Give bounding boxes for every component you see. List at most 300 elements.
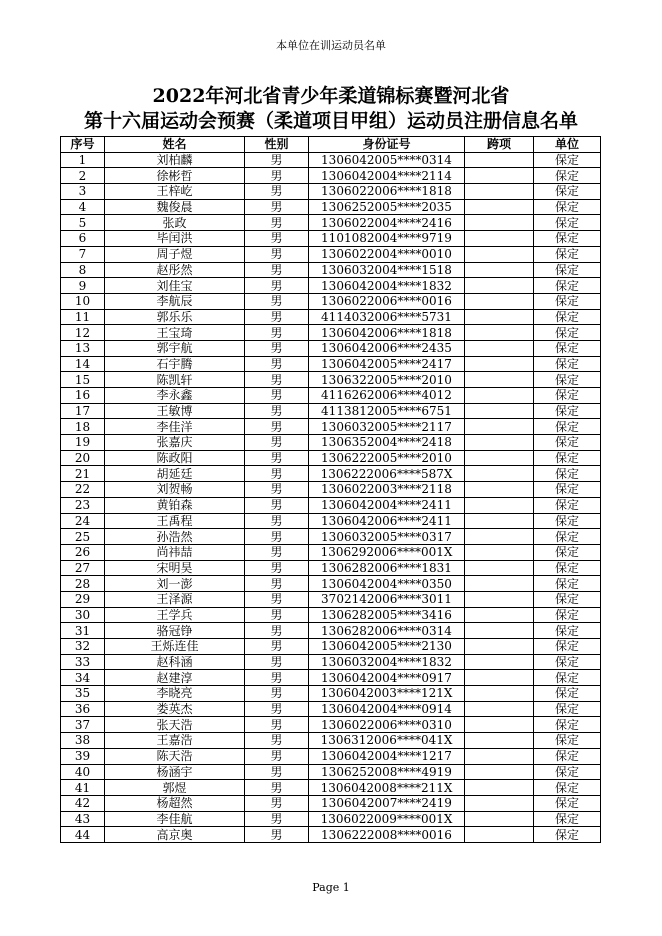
- name-cell: 张政: [105, 215, 245, 231]
- id-number-cell: 1306322005****2010: [309, 372, 465, 388]
- unit-cell: 保定: [534, 482, 601, 498]
- unit-cell: 保定: [534, 686, 601, 702]
- unit-cell: 保定: [534, 560, 601, 576]
- index-cell: 28: [61, 576, 105, 592]
- name-cell: 刘佳宝: [105, 278, 245, 294]
- id-number-cell: 1306042004****0350: [309, 576, 465, 592]
- id-number-cell: 1306022006****0310: [309, 717, 465, 733]
- cross-event-cell: [465, 513, 534, 529]
- index-cell: 41: [61, 780, 105, 796]
- id-number-cell: 1306022003****2118: [309, 482, 465, 498]
- id-number-cell: 1306032004****1832: [309, 654, 465, 670]
- table-row: [61, 231, 601, 247]
- id-number-cell: 1306042004****2411: [309, 497, 465, 513]
- table-row: [61, 529, 601, 545]
- name-cell: 李晓亮: [105, 686, 245, 702]
- table-row: [61, 827, 601, 843]
- index-cell: 11: [61, 309, 105, 325]
- index-cell: 36: [61, 701, 105, 717]
- cross-event-cell: [465, 184, 534, 200]
- unit-cell: 保定: [534, 717, 601, 733]
- gender-cell: 男: [245, 403, 309, 419]
- cross-event-cell: [465, 356, 534, 372]
- cross-event-cell: [465, 293, 534, 309]
- cross-event-cell: [465, 591, 534, 607]
- table-row: [61, 811, 601, 827]
- gender-cell: 男: [245, 450, 309, 466]
- index-cell: 4: [61, 199, 105, 215]
- unit-cell: 保定: [534, 309, 601, 325]
- table-row: [61, 168, 601, 184]
- unit-cell: 保定: [534, 827, 601, 843]
- name-cell: 毕闰洪: [105, 231, 245, 247]
- cross-event-cell: [465, 701, 534, 717]
- gender-cell: 男: [245, 701, 309, 717]
- table-row: [61, 560, 601, 576]
- cross-event-cell: [465, 811, 534, 827]
- id-number-cell: 1306252005****2035: [309, 199, 465, 215]
- id-number-cell: 1306022004****0010: [309, 246, 465, 262]
- cross-event-cell: [465, 544, 534, 560]
- name-cell: 刘一澎: [105, 576, 245, 592]
- index-cell: 32: [61, 639, 105, 655]
- id-number-cell: 1306022006****0016: [309, 293, 465, 309]
- gender-cell: 男: [245, 199, 309, 215]
- index-cell: 23: [61, 497, 105, 513]
- table-row: [61, 262, 601, 278]
- gender-cell: 男: [245, 340, 309, 356]
- id-number-cell: 3702142006****3011: [309, 591, 465, 607]
- document-title-line-1: 2022年河北省青少年柔道锦标赛暨河北省: [152, 85, 510, 107]
- unit-cell: 保定: [534, 497, 601, 513]
- index-cell: 17: [61, 403, 105, 419]
- name-cell: 张嘉庆: [105, 435, 245, 451]
- index-cell: 43: [61, 811, 105, 827]
- index-cell: 16: [61, 388, 105, 404]
- name-cell: 陈天浩: [105, 748, 245, 764]
- column-header-index: 序号: [61, 137, 105, 153]
- gender-cell: 男: [245, 686, 309, 702]
- gender-cell: 男: [245, 717, 309, 733]
- cross-event-cell: [465, 450, 534, 466]
- table-row: [61, 623, 601, 639]
- gender-cell: 男: [245, 623, 309, 639]
- cross-event-cell: [465, 686, 534, 702]
- unit-cell: 保定: [534, 529, 601, 545]
- name-cell: 王敏博: [105, 403, 245, 419]
- table-row: [61, 795, 601, 811]
- gender-cell: 男: [245, 388, 309, 404]
- table-row: [61, 325, 601, 341]
- gender-cell: 男: [245, 278, 309, 294]
- name-cell: 孙浩然: [105, 529, 245, 545]
- table-row: [61, 576, 601, 592]
- index-cell: 42: [61, 795, 105, 811]
- id-number-cell: 1306042004****2114: [309, 168, 465, 184]
- unit-cell: 保定: [534, 811, 601, 827]
- cross-event-cell: [465, 309, 534, 325]
- table-row: [61, 419, 601, 435]
- id-number-cell: 1306022004****2416: [309, 215, 465, 231]
- gender-cell: 男: [245, 827, 309, 843]
- index-cell: 27: [61, 560, 105, 576]
- cross-event-cell: [465, 639, 534, 655]
- index-cell: 40: [61, 764, 105, 780]
- cross-event-cell: [465, 388, 534, 404]
- name-cell: 刘贺畅: [105, 482, 245, 498]
- name-cell: 王宝琦: [105, 325, 245, 341]
- unit-cell: 保定: [534, 450, 601, 466]
- table-row: [61, 246, 601, 262]
- unit-cell: 保定: [534, 215, 601, 231]
- gender-cell: 男: [245, 482, 309, 498]
- cross-event-cell: [465, 654, 534, 670]
- gender-cell: 男: [245, 246, 309, 262]
- name-cell: 石宇腾: [105, 356, 245, 372]
- name-cell: 娄英杰: [105, 701, 245, 717]
- index-cell: 20: [61, 450, 105, 466]
- table-row: [61, 152, 601, 168]
- id-number-cell: 1306292006****001X: [309, 544, 465, 560]
- id-number-cell: 1306352004****2418: [309, 435, 465, 451]
- gender-cell: 男: [245, 309, 309, 325]
- unit-cell: 保定: [534, 388, 601, 404]
- cross-event-cell: [465, 215, 534, 231]
- page-header: 本单位在训运动员名单: [276, 39, 386, 52]
- name-cell: 王嘉浩: [105, 733, 245, 749]
- name-cell: 郭乐乐: [105, 309, 245, 325]
- cross-event-cell: [465, 670, 534, 686]
- name-cell: 张天浩: [105, 717, 245, 733]
- name-cell: 刘柏麟: [105, 152, 245, 168]
- index-cell: 15: [61, 372, 105, 388]
- id-number-cell: 1101082004****9719: [309, 231, 465, 247]
- id-number-cell: 1306282006****0314: [309, 623, 465, 639]
- page-footer: Page 1: [312, 881, 350, 894]
- gender-cell: 男: [245, 811, 309, 827]
- unit-cell: 保定: [534, 168, 601, 184]
- cross-event-cell: [465, 717, 534, 733]
- name-cell: 陈政阳: [105, 450, 245, 466]
- index-cell: 7: [61, 246, 105, 262]
- table-row: [61, 403, 601, 419]
- table-row: [61, 435, 601, 451]
- table-row: [61, 670, 601, 686]
- name-cell: 李佳洋: [105, 419, 245, 435]
- table-row: [61, 293, 601, 309]
- table-row: [61, 309, 601, 325]
- table-row: [61, 466, 601, 482]
- id-number-cell: 1306042005****0314: [309, 152, 465, 168]
- unit-cell: 保定: [534, 199, 601, 215]
- cross-event-cell: [465, 466, 534, 482]
- index-cell: 5: [61, 215, 105, 231]
- index-cell: 34: [61, 670, 105, 686]
- gender-cell: 男: [245, 733, 309, 749]
- athlete-roster-table: [60, 136, 601, 843]
- gender-cell: 男: [245, 513, 309, 529]
- cross-event-cell: [465, 795, 534, 811]
- table-row: [61, 388, 601, 404]
- id-number-cell: 1306042006****1818: [309, 325, 465, 341]
- id-number-cell: 1306042007****2419: [309, 795, 465, 811]
- unit-cell: 保定: [534, 654, 601, 670]
- cross-event-cell: [465, 199, 534, 215]
- id-number-cell: 1306222006****587X: [309, 466, 465, 482]
- table-row: [61, 639, 601, 655]
- index-cell: 25: [61, 529, 105, 545]
- table-row: [61, 607, 601, 623]
- name-cell: 赵彤然: [105, 262, 245, 278]
- gender-cell: 男: [245, 748, 309, 764]
- gender-cell: 男: [245, 231, 309, 247]
- cross-event-cell: [465, 482, 534, 498]
- index-cell: 22: [61, 482, 105, 498]
- index-cell: 13: [61, 340, 105, 356]
- name-cell: 黄铂森: [105, 497, 245, 513]
- gender-cell: 男: [245, 215, 309, 231]
- id-number-cell: 1306042006****2435: [309, 340, 465, 356]
- unit-cell: 保定: [534, 293, 601, 309]
- name-cell: 王禹程: [105, 513, 245, 529]
- gender-cell: 男: [245, 591, 309, 607]
- cross-event-cell: [465, 246, 534, 262]
- id-number-cell: 1306022009****001X: [309, 811, 465, 827]
- unit-cell: 保定: [534, 576, 601, 592]
- unit-cell: 保定: [534, 701, 601, 717]
- id-number-cell: 4114032006****5731: [309, 309, 465, 325]
- name-cell: 高京奥: [105, 827, 245, 843]
- name-cell: 王烁连佳: [105, 639, 245, 655]
- unit-cell: 保定: [534, 246, 601, 262]
- gender-cell: 男: [245, 576, 309, 592]
- id-number-cell: 1306042005****2130: [309, 639, 465, 655]
- unit-cell: 保定: [534, 152, 601, 168]
- unit-cell: 保定: [534, 403, 601, 419]
- id-number-cell: 1306042004****0914: [309, 701, 465, 717]
- unit-cell: 保定: [534, 795, 601, 811]
- unit-cell: 保定: [534, 372, 601, 388]
- index-cell: 39: [61, 748, 105, 764]
- name-cell: 李佳航: [105, 811, 245, 827]
- gender-cell: 男: [245, 325, 309, 341]
- table-body: [61, 152, 601, 842]
- id-number-cell: 1306032005****0317: [309, 529, 465, 545]
- id-number-cell: 1306042006****2411: [309, 513, 465, 529]
- cross-event-cell: [465, 231, 534, 247]
- unit-cell: 保定: [534, 419, 601, 435]
- unit-cell: 保定: [534, 670, 601, 686]
- cross-event-cell: [465, 529, 534, 545]
- cross-event-cell: [465, 748, 534, 764]
- index-cell: 14: [61, 356, 105, 372]
- table-row: [61, 184, 601, 200]
- gender-cell: 男: [245, 544, 309, 560]
- table-row: [61, 544, 601, 560]
- name-cell: 周子煜: [105, 246, 245, 262]
- table-row: [61, 356, 601, 372]
- index-cell: 2: [61, 168, 105, 184]
- id-number-cell: 1306222008****0016: [309, 827, 465, 843]
- unit-cell: 保定: [534, 231, 601, 247]
- cross-event-cell: [465, 403, 534, 419]
- unit-cell: 保定: [534, 748, 601, 764]
- name-cell: 徐彬哲: [105, 168, 245, 184]
- gender-cell: 男: [245, 372, 309, 388]
- index-cell: 38: [61, 733, 105, 749]
- name-cell: 李航辰: [105, 293, 245, 309]
- column-header-id-number: 身份证号: [309, 137, 465, 153]
- gender-cell: 男: [245, 152, 309, 168]
- table-row: [61, 513, 601, 529]
- unit-cell: 保定: [534, 591, 601, 607]
- gender-cell: 男: [245, 780, 309, 796]
- id-number-cell: 1306042005****2417: [309, 356, 465, 372]
- gender-cell: 男: [245, 654, 309, 670]
- name-cell: 杨超然: [105, 795, 245, 811]
- column-header-cross-event: 跨项: [465, 137, 534, 153]
- cross-event-cell: [465, 419, 534, 435]
- name-cell: 郭煜: [105, 780, 245, 796]
- index-cell: 10: [61, 293, 105, 309]
- cross-event-cell: [465, 435, 534, 451]
- table-row: [61, 733, 601, 749]
- name-cell: 王泽源: [105, 591, 245, 607]
- name-cell: 王学兵: [105, 607, 245, 623]
- id-number-cell: 1306032005****2117: [309, 419, 465, 435]
- id-number-cell: 1306042004****0917: [309, 670, 465, 686]
- cross-event-cell: [465, 560, 534, 576]
- id-number-cell: 4113812005****6751: [309, 403, 465, 419]
- id-number-cell: 1306042004****1217: [309, 748, 465, 764]
- table-row: [61, 591, 601, 607]
- cross-event-cell: [465, 262, 534, 278]
- table-row: [61, 278, 601, 294]
- unit-cell: 保定: [534, 466, 601, 482]
- gender-cell: 男: [245, 435, 309, 451]
- index-cell: 6: [61, 231, 105, 247]
- table-header-row: [61, 137, 601, 153]
- index-cell: 24: [61, 513, 105, 529]
- index-cell: 9: [61, 278, 105, 294]
- name-cell: 骆冠铮: [105, 623, 245, 639]
- gender-cell: 男: [245, 356, 309, 372]
- gender-cell: 男: [245, 262, 309, 278]
- id-number-cell: 1306032004****1518: [309, 262, 465, 278]
- gender-cell: 男: [245, 293, 309, 309]
- table-row: [61, 199, 601, 215]
- id-number-cell: 1306022006****1818: [309, 184, 465, 200]
- gender-cell: 男: [245, 607, 309, 623]
- table-row: [61, 686, 601, 702]
- id-number-cell: 1306222005****2010: [309, 450, 465, 466]
- name-cell: 赵科涵: [105, 654, 245, 670]
- id-number-cell: 1306042003****121X: [309, 686, 465, 702]
- gender-cell: 男: [245, 419, 309, 435]
- table-row: [61, 654, 601, 670]
- unit-cell: 保定: [534, 623, 601, 639]
- cross-event-cell: [465, 607, 534, 623]
- unit-cell: 保定: [534, 733, 601, 749]
- cross-event-cell: [465, 576, 534, 592]
- gender-cell: 男: [245, 795, 309, 811]
- unit-cell: 保定: [534, 607, 601, 623]
- table-row: [61, 482, 601, 498]
- index-cell: 31: [61, 623, 105, 639]
- unit-cell: 保定: [534, 325, 601, 341]
- index-cell: 21: [61, 466, 105, 482]
- index-cell: 29: [61, 591, 105, 607]
- cross-event-cell: [465, 168, 534, 184]
- column-header-gender: 性别: [245, 137, 309, 153]
- cross-event-cell: [465, 733, 534, 749]
- cross-event-cell: [465, 278, 534, 294]
- gender-cell: 男: [245, 670, 309, 686]
- cross-event-cell: [465, 780, 534, 796]
- name-cell: 郭宇航: [105, 340, 245, 356]
- unit-cell: 保定: [534, 184, 601, 200]
- unit-cell: 保定: [534, 544, 601, 560]
- index-cell: 18: [61, 419, 105, 435]
- document-title-line-2: 第十六届运动会预赛（柔道项目甲组）运动员注册信息名单: [83, 110, 578, 132]
- name-cell: 宋明昊: [105, 560, 245, 576]
- table-row: [61, 215, 601, 231]
- index-cell: 35: [61, 686, 105, 702]
- name-cell: 胡延廷: [105, 466, 245, 482]
- name-cell: 魏俊晨: [105, 199, 245, 215]
- unit-cell: 保定: [534, 435, 601, 451]
- column-header-unit: 单位: [534, 137, 601, 153]
- name-cell: 陈凯轩: [105, 372, 245, 388]
- column-header-name: 姓名: [105, 137, 245, 153]
- index-cell: 26: [61, 544, 105, 560]
- index-cell: 3: [61, 184, 105, 200]
- cross-event-cell: [465, 340, 534, 356]
- index-cell: 12: [61, 325, 105, 341]
- unit-cell: 保定: [534, 278, 601, 294]
- table-row: [61, 372, 601, 388]
- table-row: [61, 748, 601, 764]
- cross-event-cell: [465, 827, 534, 843]
- table-row: [61, 701, 601, 717]
- name-cell: 尚祎喆: [105, 544, 245, 560]
- gender-cell: 男: [245, 466, 309, 482]
- unit-cell: 保定: [534, 764, 601, 780]
- name-cell: 杨涵宇: [105, 764, 245, 780]
- id-number-cell: 1306252008****4919: [309, 764, 465, 780]
- cross-event-cell: [465, 325, 534, 341]
- gender-cell: 男: [245, 764, 309, 780]
- index-cell: 1: [61, 152, 105, 168]
- gender-cell: 男: [245, 184, 309, 200]
- cross-event-cell: [465, 152, 534, 168]
- table-row: [61, 717, 601, 733]
- table-row: [61, 764, 601, 780]
- id-number-cell: 1306042008****211X: [309, 780, 465, 796]
- cross-event-cell: [465, 764, 534, 780]
- id-number-cell: 1306282005****3416: [309, 607, 465, 623]
- gender-cell: 男: [245, 497, 309, 513]
- id-number-cell: 1306042004****1832: [309, 278, 465, 294]
- id-number-cell: 4116262006****4012: [309, 388, 465, 404]
- id-number-cell: 1306312006****041X: [309, 733, 465, 749]
- index-cell: 37: [61, 717, 105, 733]
- unit-cell: 保定: [534, 356, 601, 372]
- cross-event-cell: [465, 497, 534, 513]
- unit-cell: 保定: [534, 639, 601, 655]
- name-cell: 李永鑫: [105, 388, 245, 404]
- table-row: [61, 340, 601, 356]
